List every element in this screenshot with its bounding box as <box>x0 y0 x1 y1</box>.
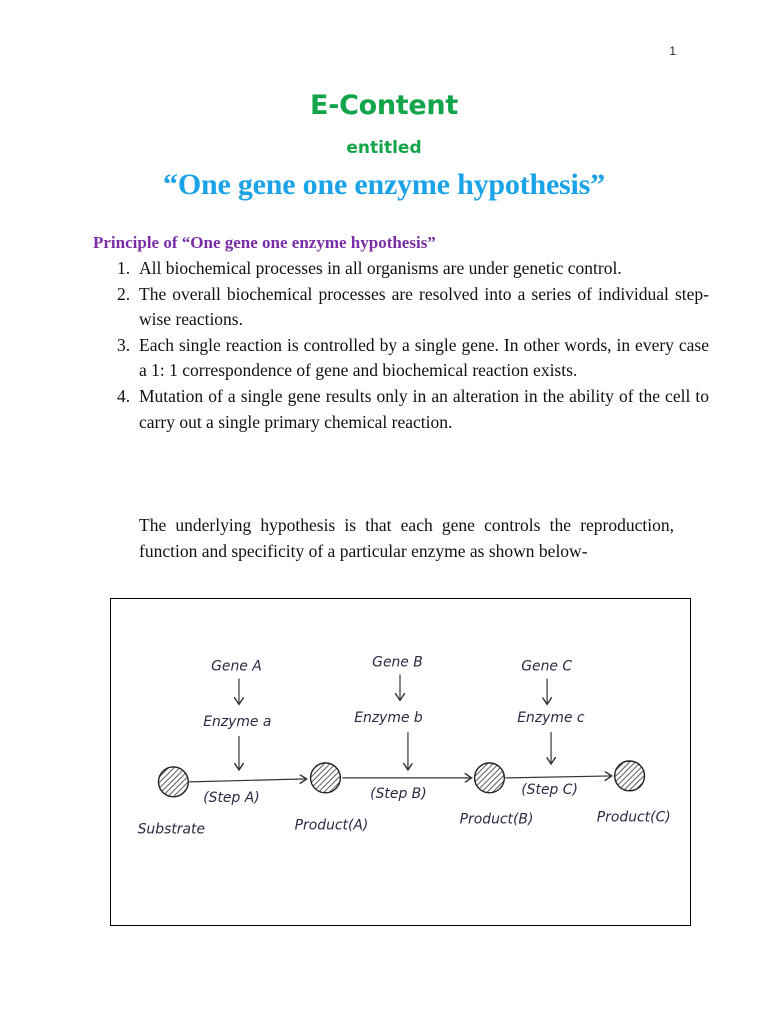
gene-label-b: Gene B <box>372 654 423 671</box>
enzyme-label-b: Enzyme b <box>354 710 423 727</box>
list-item <box>117 384 709 435</box>
enzyme-label-c: Enzyme c <box>517 710 585 727</box>
gene-label-a: Gene A <box>211 658 262 675</box>
pathway-figure <box>110 598 691 926</box>
topic-heading: “One gene one enzyme hypothesis” <box>163 168 605 201</box>
list-item <box>117 282 709 333</box>
list-item-number: 2. <box>117 283 131 304</box>
list-item-text: Mutation of a single gene results only in an alteration in the ability of the cell to carry out a single primary chemical reaction. <box>139 385 709 432</box>
closing-paragraph: The underlying hypothesis is that each gene controls the reproduction, function and specificity of a particular enzyme as shown below- <box>139 515 674 561</box>
pathway-diagram <box>111 599 690 925</box>
list-item-number: 3. <box>117 334 131 355</box>
list-item-number: 4. <box>117 385 131 406</box>
list-item-text: Each single reaction is controlled by a single gene. In other words, in every case a 1: 1 correspondence of gene and biochemical reaction exists. <box>139 334 709 381</box>
list-item <box>117 333 709 384</box>
document-title: E-Content <box>310 90 458 121</box>
list-item <box>117 256 709 282</box>
section-title: Principle of “One gene one enzyme hypothesis” <box>93 233 436 252</box>
compound-circle-product-a <box>311 763 341 793</box>
document-subtitle: entitled <box>346 138 422 158</box>
compound-label-substrate: Substrate <box>137 821 206 838</box>
principles-list <box>104 256 709 435</box>
compound-circle-product-c <box>615 761 645 791</box>
compound-circle-substrate <box>158 767 188 797</box>
step-label-c: (Step C) <box>521 781 578 798</box>
gene-label-c: Gene C <box>521 658 573 675</box>
step-label-a: (Step A) <box>203 789 260 806</box>
step-label-b: (Step B) <box>370 785 427 802</box>
enzyme-label-a: Enzyme a <box>203 714 272 731</box>
compound-label-product-a: Product(A) <box>294 817 369 834</box>
reaction-arrow-c <box>505 776 611 778</box>
compound-circle-product-b <box>475 763 505 793</box>
list-item-text: The overall biochemical processes are resolved into a series of individual step-wise reactions. <box>139 283 709 330</box>
compound-label-product-b: Product(B) <box>459 811 534 828</box>
reaction-arrow-a <box>189 779 306 782</box>
list-item-number: 1. <box>117 258 131 278</box>
page-number: 1 <box>669 44 676 58</box>
compound-label-product-c: Product(C) <box>596 809 671 826</box>
list-item-text: All biochemical processes in all organisms are under genetic control. <box>139 258 622 278</box>
